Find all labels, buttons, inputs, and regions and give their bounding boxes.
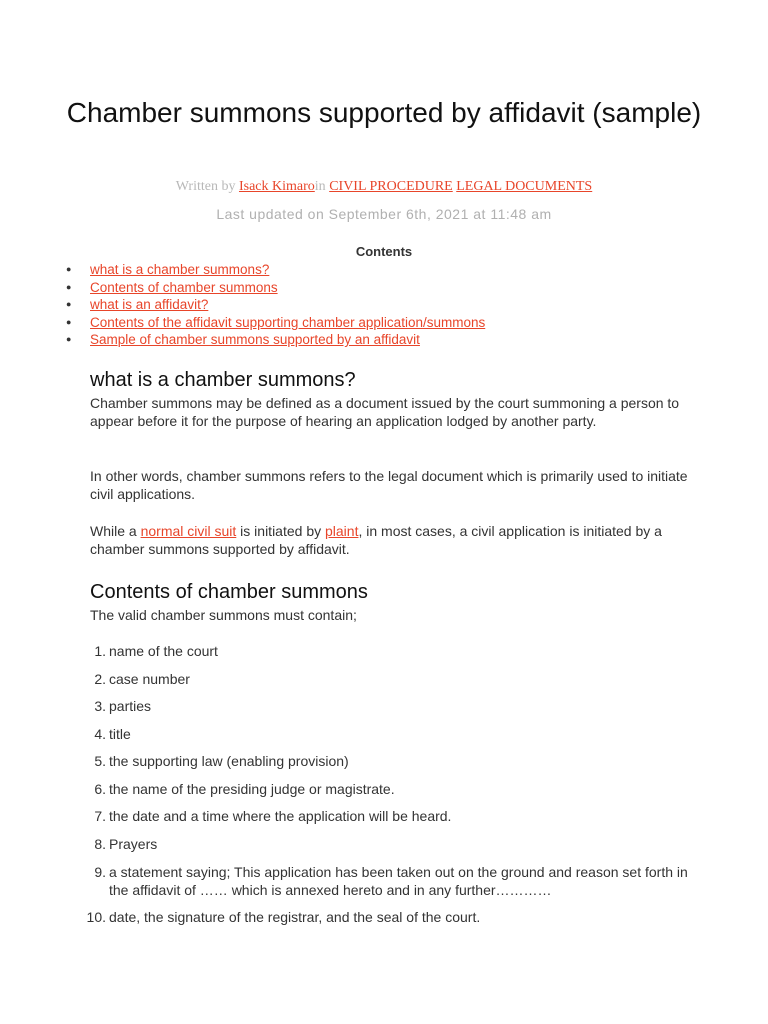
byline bbox=[0, 179, 768, 195]
bullet-icon: ● bbox=[66, 264, 72, 274]
section1-paragraph-1: Chamber summons may be defined as a document issued by the court summoning a person to appear before it for the purpose of hearing an application lodged by another party. bbox=[90, 395, 680, 430]
toc-link-contents-of-chamber-summons[interactable]: Contents of chamber summons bbox=[90, 279, 278, 295]
toc-item bbox=[66, 296, 485, 314]
list-item bbox=[78, 752, 698, 770]
list-item-number: 4. bbox=[94, 726, 106, 742]
section1-paragraph-3 bbox=[90, 522, 690, 558]
list-item-text: case number bbox=[109, 671, 190, 687]
list-item bbox=[78, 780, 698, 798]
list-item bbox=[78, 642, 698, 660]
list-item bbox=[78, 908, 698, 926]
page-title: Chamber summons supported by affidavit (sample) bbox=[66, 97, 702, 128]
list-item-text: name of the court bbox=[109, 643, 218, 659]
list-item-text: date, the signature of the registrar, and the seal of the court. bbox=[109, 909, 481, 925]
p3-text-3: , in most cases, a civil application is initiated by a chamber summons supported by affidavit. bbox=[90, 523, 662, 558]
list-item-number: 7. bbox=[94, 808, 106, 824]
list-item-number: 8. bbox=[94, 836, 106, 852]
list-item-text: title bbox=[109, 726, 131, 742]
toc-item bbox=[66, 331, 485, 349]
normal-civil-suit-link[interactable]: normal civil suit bbox=[140, 523, 237, 539]
list-item-text: the name of the presiding judge or magistrate. bbox=[109, 781, 395, 797]
list-item bbox=[78, 835, 698, 853]
byline-in: in bbox=[314, 179, 330, 194]
list-item-number: 1. bbox=[94, 643, 106, 659]
toc-item bbox=[66, 314, 485, 332]
toc-item bbox=[66, 279, 485, 297]
category-link-legal-documents[interactable]: LEGAL DOCUMENTS bbox=[456, 179, 593, 194]
list-item-number: 3. bbox=[94, 698, 106, 714]
bullet-icon: ● bbox=[66, 299, 72, 309]
section-heading-what-is-chamber-summons: what is a chamber summons? bbox=[90, 369, 356, 391]
list-item-number: 6. bbox=[94, 781, 106, 797]
p3-text-2: is initiated by bbox=[236, 523, 325, 539]
toc-link-contents-of-affidavit[interactable]: Contents of the affidavit supporting chamber application/summons bbox=[90, 314, 486, 330]
p3-text-1: While a bbox=[90, 523, 141, 539]
list-item-text: a statement saying; This application has been taken out on the ground and reason set forth in the affidavit of …… which is annexed hereto and in any further………… bbox=[109, 864, 688, 898]
list-item bbox=[78, 670, 698, 688]
list-item-text: the supporting law (enabling provision) bbox=[109, 753, 349, 769]
category-link-civil-procedure[interactable]: CIVIL PROCEDURE bbox=[329, 179, 453, 194]
toc-link-sample-chamber-summons[interactable]: Sample of chamber summons supported by an affidavit bbox=[90, 332, 420, 347]
section1-paragraph-2: In other words, chamber summons refers to the legal document which is primarily used to initiate civil applications. bbox=[90, 468, 688, 503]
bullet-icon: ● bbox=[66, 334, 72, 344]
list-item bbox=[78, 725, 698, 743]
list-item-text: Prayers bbox=[109, 836, 158, 852]
last-updated: Last updated on September 6th, 2021 at 11:48 am bbox=[216, 206, 552, 222]
table-of-contents bbox=[66, 261, 485, 349]
list-item-number: 10. bbox=[86, 909, 106, 925]
section-heading-contents-of-chamber-summons: Contents of chamber summons bbox=[90, 581, 368, 603]
bullet-icon: ● bbox=[66, 316, 72, 327]
list-item-number: 2. bbox=[94, 671, 106, 687]
toc-link-what-is-affidavit[interactable]: what is an affidavit? bbox=[90, 297, 209, 312]
plaint-link[interactable]: plaint bbox=[325, 523, 359, 539]
list-item-text: parties bbox=[109, 698, 152, 714]
toc-item bbox=[66, 261, 485, 279]
list-item bbox=[78, 697, 698, 715]
toc-link-what-is-chamber-summons[interactable]: what is a chamber summons? bbox=[90, 262, 270, 277]
author-link[interactable]: Isack Kimaro bbox=[238, 179, 315, 194]
toc-heading: Contents bbox=[355, 244, 413, 259]
list-item-number: 5. bbox=[94, 753, 106, 769]
section2-intro: The valid chamber summons must contain; bbox=[90, 607, 357, 623]
list-item bbox=[78, 807, 698, 825]
list-item bbox=[78, 863, 698, 899]
bullet-icon: ● bbox=[66, 281, 72, 292]
byline-written-by: Written by bbox=[175, 179, 239, 194]
list-item-number: 9. bbox=[94, 864, 106, 880]
list-item-text: the date and a time where the application will be heard. bbox=[109, 808, 452, 824]
